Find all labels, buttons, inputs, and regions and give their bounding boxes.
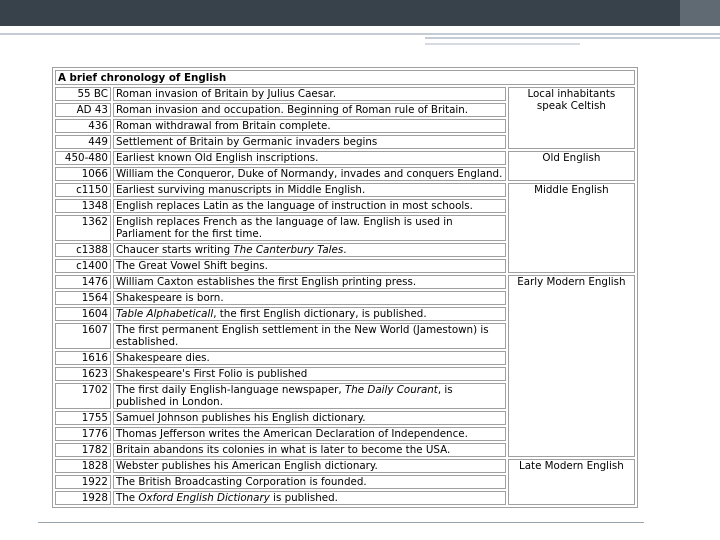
row-event: Earliest known Old English inscriptions. — [113, 151, 506, 165]
row-year: 1616 — [55, 351, 111, 365]
row-event: Thomas Jefferson writes the American Declaration of Independence. — [113, 427, 506, 441]
period-late-modern-english: Late Modern English — [508, 459, 635, 505]
row-event — [113, 243, 506, 257]
row-event: The Great Vowel Shift begins. — [113, 259, 506, 273]
row-event: English replaces Latin as the language of instruction in most schools. — [113, 199, 506, 213]
row-year: 55 BC — [55, 87, 111, 101]
row-year: 1362 — [55, 215, 111, 241]
row-event: The first permanent English settlement in the New World (Jamestown) is established. — [113, 323, 506, 349]
row-event: English replaces French as the language of law. English is used in Parliament for the first time. — [113, 215, 506, 241]
slide-header-accent — [680, 0, 720, 26]
row-event: Shakespeare dies. — [113, 351, 506, 365]
period-early-modern-english: Early Modern English — [508, 275, 635, 457]
row-event: Samuel Johnson publishes his English dictionary. — [113, 411, 506, 425]
row-year: 1564 — [55, 291, 111, 305]
event-title-italic: The Canterbury Tales — [233, 244, 344, 256]
decorative-rule-1 — [0, 33, 720, 35]
row-event: Shakespeare's First Folio is published — [113, 367, 506, 381]
row-year: 1607 — [55, 323, 111, 349]
chronology-table — [52, 67, 638, 508]
decorative-rule-2 — [425, 37, 720, 39]
row-year: 1348 — [55, 199, 111, 213]
row-year: c1400 — [55, 259, 111, 273]
event-text: . — [343, 244, 347, 256]
event-text: , the first English dictionary, is published. — [213, 308, 427, 320]
event-text: Chaucer starts writing — [115, 244, 234, 256]
row-year: 1604 — [55, 307, 111, 321]
row-year: c1388 — [55, 243, 111, 257]
row-event: Webster publishes his American English dictionary. — [113, 459, 506, 473]
table-row — [55, 459, 635, 473]
row-event — [113, 491, 506, 505]
footer-rule — [38, 522, 644, 523]
row-year: c1150 — [55, 183, 111, 197]
row-event: Shakespeare is born. — [113, 291, 506, 305]
event-title-italic: Table Alphabeticall — [115, 308, 214, 320]
event-text: is published. — [269, 492, 338, 504]
period-middle-english: Middle English — [508, 183, 635, 273]
row-year: 1623 — [55, 367, 111, 381]
period-old-english: Old English — [508, 151, 635, 181]
row-year: 1776 — [55, 427, 111, 441]
row-event: Earliest surviving manuscripts in Middle English. — [113, 183, 506, 197]
event-title-italic: Oxford English Dictionary — [138, 492, 270, 504]
row-event — [113, 307, 506, 321]
row-year: AD 43 — [55, 103, 111, 117]
table-row — [55, 183, 635, 197]
event-text: The first daily English-language newspaper, — [115, 384, 345, 396]
row-year: 1782 — [55, 443, 111, 457]
row-year: 450-480 — [55, 151, 111, 165]
table-title: A brief chronology of English — [55, 70, 635, 85]
row-year: 1476 — [55, 275, 111, 289]
row-event: Roman invasion of Britain by Julius Caesar. — [113, 87, 506, 101]
row-year: 1828 — [55, 459, 111, 473]
event-text: The — [115, 492, 139, 504]
row-year: 1702 — [55, 383, 111, 409]
row-year: 1755 — [55, 411, 111, 425]
row-year: 449 — [55, 135, 111, 149]
row-event — [113, 383, 506, 409]
event-text: , is published in London. — [115, 384, 453, 408]
row-event: William the Conqueror, Duke of Normandy, invades and conquers England. — [113, 167, 506, 181]
slide-header-bar — [0, 0, 720, 26]
table-row — [55, 275, 635, 289]
row-year: 1928 — [55, 491, 111, 505]
row-event: Roman invasion and occupation. Beginning of Roman rule of Britain. — [113, 103, 506, 117]
row-event: Roman withdrawal from Britain complete. — [113, 119, 506, 133]
table-row — [55, 151, 635, 165]
row-event: William Caxton establishes the first English printing press. — [113, 275, 506, 289]
row-year: 1922 — [55, 475, 111, 489]
table-row — [55, 87, 635, 101]
row-event: Britain abandons its colonies in what is later to become the USA. — [113, 443, 506, 457]
row-event: Settlement of Britain by Germanic invaders begins — [113, 135, 506, 149]
row-year: 436 — [55, 119, 111, 133]
row-event: The British Broadcasting Corporation is founded. — [113, 475, 506, 489]
decorative-rule-3 — [425, 43, 580, 45]
event-title-italic: The Daily Courant — [344, 384, 438, 396]
table-title-row — [55, 70, 635, 85]
period-celtish: Local inhabitants speak Celtish — [508, 87, 635, 149]
row-year: 1066 — [55, 167, 111, 181]
